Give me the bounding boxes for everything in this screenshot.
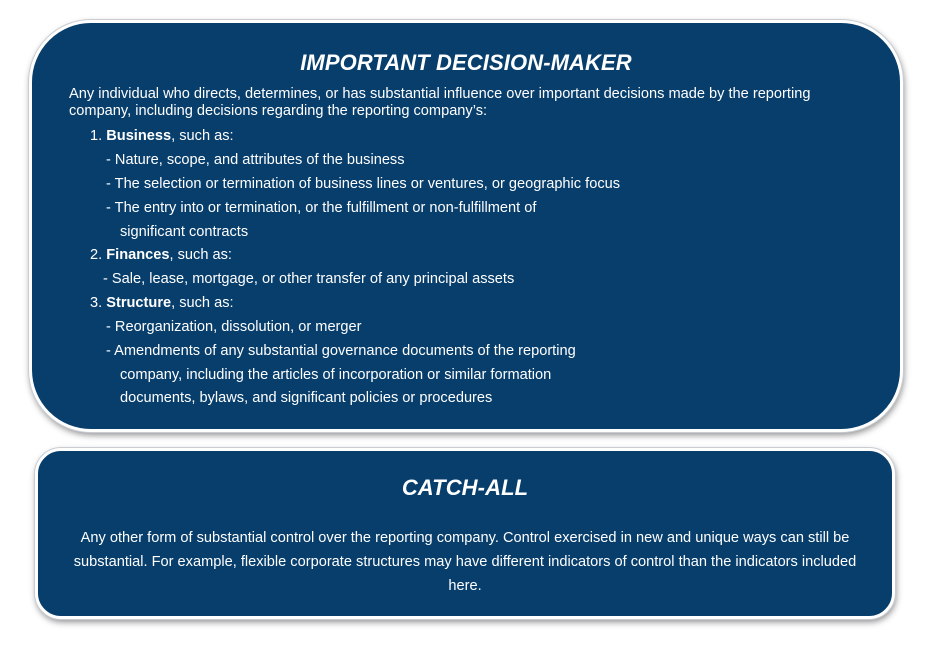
catch-all-title: CATCH-ALL [401,475,529,500]
structure-bullet-continuation: documents, bylaws, and significant policies or procedures [120,390,493,406]
structure-bullet: - Reorganization, dissolution, or merger [106,319,362,335]
business-bullet-continuation: significant contracts [120,224,249,240]
important-decision-maker-title: IMPORTANT DECISION-MAKER [300,50,632,75]
business-bullet: - The entry into or termination, or the fulfillment or non-fulfillment of [106,200,537,216]
business-bullet: - Nature, scope, and attributes of the business [106,152,405,168]
catch-all-card [35,448,895,619]
important-decision-maker-intro: Any individual who directs, determines, or has substantial influence over important decisions made by the reporting company, including decisions regarding the reporting company’s: [69,86,811,119]
item-business: 1. Business, such as: [90,128,234,144]
item-business-heading: Business [106,128,172,144]
structure-bullet: - Amendments of any substantial governance documents of the reporting [106,343,576,359]
catch-all-text: Any other form of substantial control over the reporting company. Control exercised in new and unique ways can still be substantial. For example, flexible corporate structures may have different indicators of control than the indicators included here. [73,530,857,594]
structure-bullet-continuation: company, including the articles of incorporation or similar formation [120,367,552,383]
item-structure-heading: Structure [106,295,172,311]
item-finances-heading: Finances [106,247,170,263]
important-decision-maker-card [29,20,903,432]
business-bullet: - The selection or termination of business lines or ventures, or geographic focus [106,176,621,192]
item-finances: 2. Finances, such as: [90,247,232,263]
item-structure: 3. Structure, such as: [90,295,234,311]
finance-bullet: - Sale, lease, mortgage, or other transfer of any principal assets [103,271,515,287]
